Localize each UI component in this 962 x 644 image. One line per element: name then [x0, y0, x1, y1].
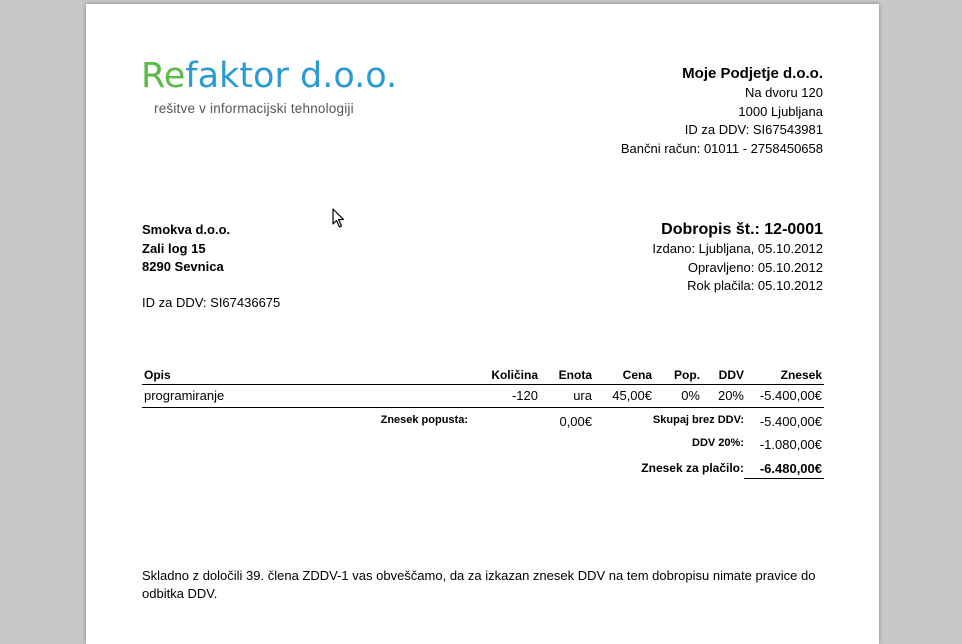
discount-label: Znesek popusta: [380, 414, 468, 426]
customer-block [142, 221, 230, 277]
issuer-city: 1000 Ljubljana [738, 103, 823, 119]
document-performed: Opravljeno: 05.10.2012 [687, 259, 823, 275]
header-znesek: Znesek [780, 368, 822, 382]
total-underline [744, 478, 824, 479]
item-kolicina: -120 [511, 388, 538, 403]
vat-notice: Skladno z določili 39. člena ZDDV-1 vas obveščamo, da za izkazan znesek DDV na tem dobropisu nimate pravice do odbitka DDV. [142, 568, 816, 601]
header-kolicina: Količina [491, 368, 538, 382]
issuer-bank: Bančni račun: 01011 - 2758450658 [620, 140, 823, 156]
item-cena: 45,00€ [612, 388, 652, 403]
issuer-vat: ID za DDV: SI67543981 [684, 122, 823, 137]
header-opis: Opis [144, 368, 171, 382]
header-ddv: DDV [718, 368, 744, 382]
logo-text-blue: faktor d.o.o. [185, 56, 398, 96]
header-enota: Enota [558, 368, 592, 382]
issuer-block [621, 64, 823, 158]
item-znesek: -5.400,00€ [759, 388, 822, 403]
company-logo [141, 56, 397, 96]
customer-vat: ID za DDV: SI67436675 [142, 295, 281, 310]
discount-value: 0,00€ [559, 414, 592, 429]
item-ddv: 20% [717, 388, 744, 403]
document-page [86, 4, 879, 644]
document-info [652, 220, 823, 296]
vat-value: -1.080,00€ [759, 437, 822, 452]
item-opis: programiranje [144, 388, 225, 403]
customer-street: Zali log 15 [142, 240, 206, 256]
vat-label: DDV 20%: [692, 437, 744, 449]
issuer-street: Na dvoru 120 [744, 85, 823, 100]
total-label: Znesek za plačilo: [641, 461, 744, 475]
logo-text-green: Re [141, 56, 186, 96]
document-title: Dobropis št.: 12-0001 [661, 221, 823, 238]
logo-tagline: rešitve v informacijski tehnologiji [154, 101, 354, 116]
issuer-name: Moje Podjetje d.o.o. [682, 65, 823, 82]
document-issued: Izdano: Ljubljana, 05.10.2012 [652, 241, 823, 256]
subtotal-value: -5.400,00€ [759, 414, 822, 429]
mouse-pointer-icon [332, 208, 346, 233]
header-pop: Pop. [674, 368, 700, 382]
item-pop: 0% [681, 388, 700, 403]
item-enota: ura [573, 388, 592, 403]
customer-name: Smokva d.o.o. [142, 222, 231, 237]
subtotal-label: Skupaj brez DDV: [652, 414, 744, 426]
table-header [142, 366, 824, 385]
table-row [142, 385, 824, 408]
header-cena: Cena [622, 368, 652, 382]
customer-city: 8290 Sevnica [142, 259, 224, 274]
document-due: Rok plačila: 05.10.2012 [687, 278, 823, 293]
total-value: -6.480,00€ [759, 461, 822, 476]
